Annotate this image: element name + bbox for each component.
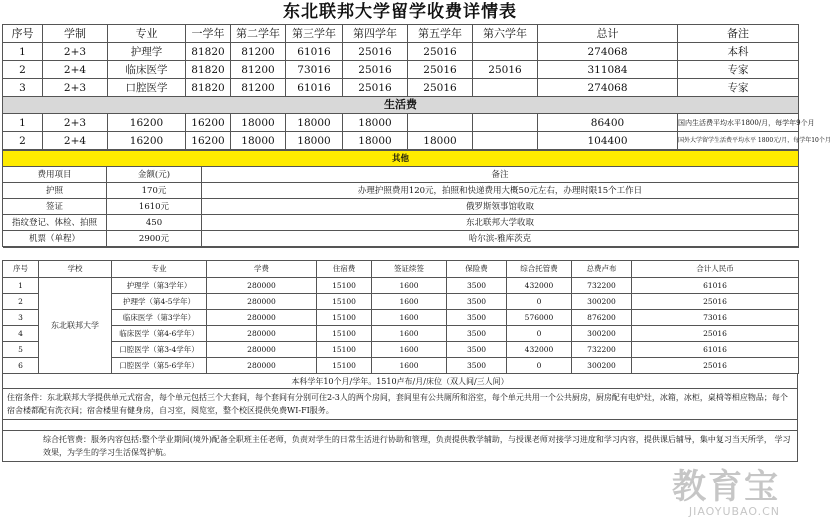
cell: 61016	[286, 43, 343, 61]
cell: 876200	[572, 310, 632, 326]
fees-header-row	[3, 261, 799, 278]
table-row	[3, 183, 799, 199]
cell: 3500	[447, 278, 507, 294]
cell: 170元	[107, 183, 202, 199]
header-cell: 第三学年	[286, 25, 343, 43]
cell: 81200	[231, 61, 286, 79]
cell: 61016	[632, 342, 799, 358]
cell: 0	[507, 326, 572, 342]
cell: 3500	[447, 342, 507, 358]
other-header-row	[3, 167, 799, 183]
living-band-label: 生活费	[3, 97, 799, 114]
cell: 专家	[678, 79, 799, 97]
cell: 2+3	[43, 43, 108, 61]
per-year-fees-table	[2, 247, 799, 374]
cell: 16200	[108, 114, 186, 132]
cell: 432000	[507, 278, 572, 294]
header-cell: 备注	[678, 25, 799, 43]
table-row	[3, 231, 799, 247]
cell: 18000	[286, 132, 343, 150]
notes-table	[2, 374, 798, 462]
cell: 办理护照费用120元，拍照和快递费用大概50元左右，办理时限15个工作日	[202, 183, 799, 199]
cell: 3500	[447, 310, 507, 326]
cell: 2+4	[43, 61, 108, 79]
cell: 432000	[507, 342, 572, 358]
cell: 5	[3, 342, 39, 358]
cell: 本科	[678, 43, 799, 61]
cell: 口腔医学（第3-4学年）	[112, 342, 207, 358]
cell: 15100	[317, 342, 372, 358]
school-cell: 东北联邦大学	[39, 278, 112, 374]
cell: 3500	[447, 294, 507, 310]
cell: 81820	[186, 61, 231, 79]
cell: 300200	[572, 294, 632, 310]
other-band-label: 其他	[3, 151, 799, 167]
cell: 280000	[207, 294, 317, 310]
cell: 3	[3, 79, 43, 97]
cell: 18000	[231, 132, 286, 150]
table-row	[3, 199, 799, 215]
cell: 0	[507, 358, 572, 374]
cell: 1	[3, 278, 39, 294]
tuition-table	[2, 24, 831, 150]
cell: 25016	[408, 43, 473, 61]
cell: 护理学	[108, 43, 186, 61]
table-row	[3, 294, 799, 310]
cell: 临床医学（第4-6学年）	[112, 326, 207, 342]
cell: 18000	[286, 114, 343, 132]
header-cell: 第五学年	[408, 25, 473, 43]
management-note: 综合托管费：服务内容包括:整个学业期间(境外)配备全职班主任老师，负责对学生的日常生活进行协助和管理，负责提供教学辅助，与授课老师对接学习进度和学习内容，提供课后辅导，集中复习当天所学， 学习效果，为学生的学习生活保驾护航。	[3, 431, 798, 462]
cell: 指纹登记、体检、拍照	[3, 215, 107, 231]
cell: 25016	[473, 61, 538, 79]
header-cell: 序号	[3, 25, 43, 43]
cell: 280000	[207, 342, 317, 358]
cell	[473, 132, 538, 150]
cell: 2	[3, 61, 43, 79]
other-fees-table	[2, 150, 799, 247]
cell: 732200	[572, 278, 632, 294]
cell: 4	[3, 326, 39, 342]
cell: 2	[3, 294, 39, 310]
cell: 东北联邦大学收取	[202, 215, 799, 231]
cell: 2900元	[107, 231, 202, 247]
cell: 1	[3, 43, 43, 61]
cell	[473, 79, 538, 97]
table-row	[3, 278, 799, 294]
cell: 2	[3, 132, 43, 150]
cell: 护照	[3, 183, 107, 199]
header-cell: 第四学年	[343, 25, 408, 43]
cell: 274068	[538, 79, 678, 97]
cell: 25016	[632, 358, 799, 374]
cell: 15100	[317, 278, 372, 294]
cell: 护理学（第4-5学年）	[112, 294, 207, 310]
cell: 81200	[231, 79, 286, 97]
cell: 311084	[538, 61, 678, 79]
header-cell: 综合托管费	[507, 261, 572, 278]
cell: 280000	[207, 358, 317, 374]
cell: 国外大学留学生活费平均水平 1800元/月，每学年10个月	[678, 132, 799, 150]
table-row	[3, 310, 799, 326]
cell: 签证	[3, 199, 107, 215]
cell: 3500	[447, 326, 507, 342]
cell: 81820	[186, 43, 231, 61]
header-cell: 住宿费	[317, 261, 372, 278]
table-row	[3, 61, 799, 79]
housing-note: 住宿条件：东北联邦大学提供单元式宿舍，每个单元包括三个大套间，每个套间有分别可住2-3人的两个房间，套间里有公共厕所和浴室，每个单元共用一个公共厨房，厨房配有电炉灶，冰箱，冰柜，桌椅等相应物品；每个宿舍楼都配有洗衣间；宿舍楼里有健身房，自习室，阅览室，整个校区提供免费WI-FI服务。	[3, 389, 798, 420]
cell: 15100	[317, 326, 372, 342]
cell: 哈尔滨-雅库茨克	[202, 231, 799, 247]
cell: 86400	[538, 114, 678, 132]
cell: 732200	[572, 342, 632, 358]
cell: 1600	[372, 342, 447, 358]
cell: 280000	[207, 310, 317, 326]
header-cell: 序号	[3, 261, 39, 278]
spacer	[3, 248, 799, 261]
header-cell: 专业	[108, 25, 186, 43]
header-cell: 总计	[538, 25, 678, 43]
cell: 2+4	[43, 132, 108, 150]
header-cell: 专业	[112, 261, 207, 278]
living-band	[3, 97, 799, 114]
cell: 18000	[343, 132, 408, 150]
cell: 国内生活费平均水平1800/月，每学年9个月	[678, 114, 799, 132]
cell: 300200	[572, 326, 632, 342]
cell: 15100	[317, 310, 372, 326]
cell: 16200	[108, 132, 186, 150]
cell: 25016	[343, 61, 408, 79]
header-cell: 学费	[207, 261, 317, 278]
notes-row	[3, 374, 798, 389]
cell: 25016	[408, 61, 473, 79]
table-row	[3, 342, 799, 358]
cell: 0	[507, 294, 572, 310]
cell: 25016	[632, 294, 799, 310]
cell: 3	[3, 310, 39, 326]
cell: 3500	[447, 358, 507, 374]
cell: 口腔医学	[108, 79, 186, 97]
cell: 临床医学	[108, 61, 186, 79]
cell: 1600	[372, 294, 447, 310]
cell: 61016	[286, 79, 343, 97]
cell: 专家	[678, 61, 799, 79]
header-cell: 学制	[43, 25, 108, 43]
watermark-logo: 教育宝	[672, 467, 780, 507]
fee-sheet	[2, 0, 831, 524]
cell: 6	[3, 358, 39, 374]
header-cell: 保险费	[447, 261, 507, 278]
watermark	[672, 469, 780, 518]
cell: 1	[3, 114, 43, 132]
cell: 18000	[408, 132, 473, 150]
cell: 61016	[632, 278, 799, 294]
header-cell: 费用项目	[3, 167, 107, 183]
table-row	[3, 326, 799, 342]
header-cell: 总费卢布	[572, 261, 632, 278]
cell: 280000	[207, 326, 317, 342]
table-row	[3, 43, 799, 61]
spacer-row	[3, 248, 799, 261]
cell	[473, 43, 538, 61]
watermark-url: JIAOYUBAO.CN	[688, 505, 780, 518]
header-cell: 金额(元)	[107, 167, 202, 183]
cell: 81820	[186, 79, 231, 97]
cell: 16200	[186, 132, 231, 150]
table-row	[3, 79, 799, 97]
cell: 1600	[372, 326, 447, 342]
term-note: 本科学年10个月/学年。1510卢布/月/床位（双人间/三人间）	[3, 374, 798, 389]
cell: 300200	[572, 358, 632, 374]
cell: 1600	[372, 310, 447, 326]
cell: 25016	[343, 43, 408, 61]
header-cell: 合计人民币	[632, 261, 799, 278]
table-row	[3, 215, 799, 231]
cell: 280000	[207, 278, 317, 294]
tuition-header-row	[3, 25, 799, 43]
cell: 临床医学（第3学年）	[112, 310, 207, 326]
cell: 576000	[507, 310, 572, 326]
table-row	[3, 114, 799, 132]
cell: 1610元	[107, 199, 202, 215]
cell: 15100	[317, 294, 372, 310]
cell: 73016	[286, 61, 343, 79]
header-cell: 签证续签	[372, 261, 447, 278]
cell: 16200	[186, 114, 231, 132]
table-row	[3, 132, 799, 150]
header-cell: 第六学年	[473, 25, 538, 43]
cell: 18000	[343, 114, 408, 132]
cell: 25016	[408, 79, 473, 97]
spacer	[3, 420, 798, 431]
table-row	[3, 358, 799, 374]
notes-row	[3, 389, 798, 420]
cell: 1600	[372, 278, 447, 294]
cell: 护理学（第3学年）	[112, 278, 207, 294]
cell: 18000	[231, 114, 286, 132]
cell: 450	[107, 215, 202, 231]
cell: 俄罗斯领事馆收取	[202, 199, 799, 215]
cell: 口腔医学（第5-6学年）	[112, 358, 207, 374]
page-title: 东北联邦大学留学收费详情表	[283, 2, 517, 22]
cell: 2+3	[43, 79, 108, 97]
cell: 25016	[343, 79, 408, 97]
cell: 25016	[632, 326, 799, 342]
cell	[408, 114, 473, 132]
cell: 15100	[317, 358, 372, 374]
cell: 274068	[538, 43, 678, 61]
cell: 1600	[372, 358, 447, 374]
other-band	[3, 151, 799, 167]
notes-row	[3, 431, 798, 462]
header-cell: 一学年	[186, 25, 231, 43]
cell: 机票（单程）	[3, 231, 107, 247]
cell: 104400	[538, 132, 678, 150]
header-cell: 学校	[39, 261, 112, 278]
cell: 81200	[231, 43, 286, 61]
cell	[473, 114, 538, 132]
notes-row	[3, 420, 798, 431]
header-cell: 第二学年	[231, 25, 286, 43]
header-cell: 备注	[202, 167, 799, 183]
cell: 2+3	[43, 114, 108, 132]
cell: 73016	[632, 310, 799, 326]
